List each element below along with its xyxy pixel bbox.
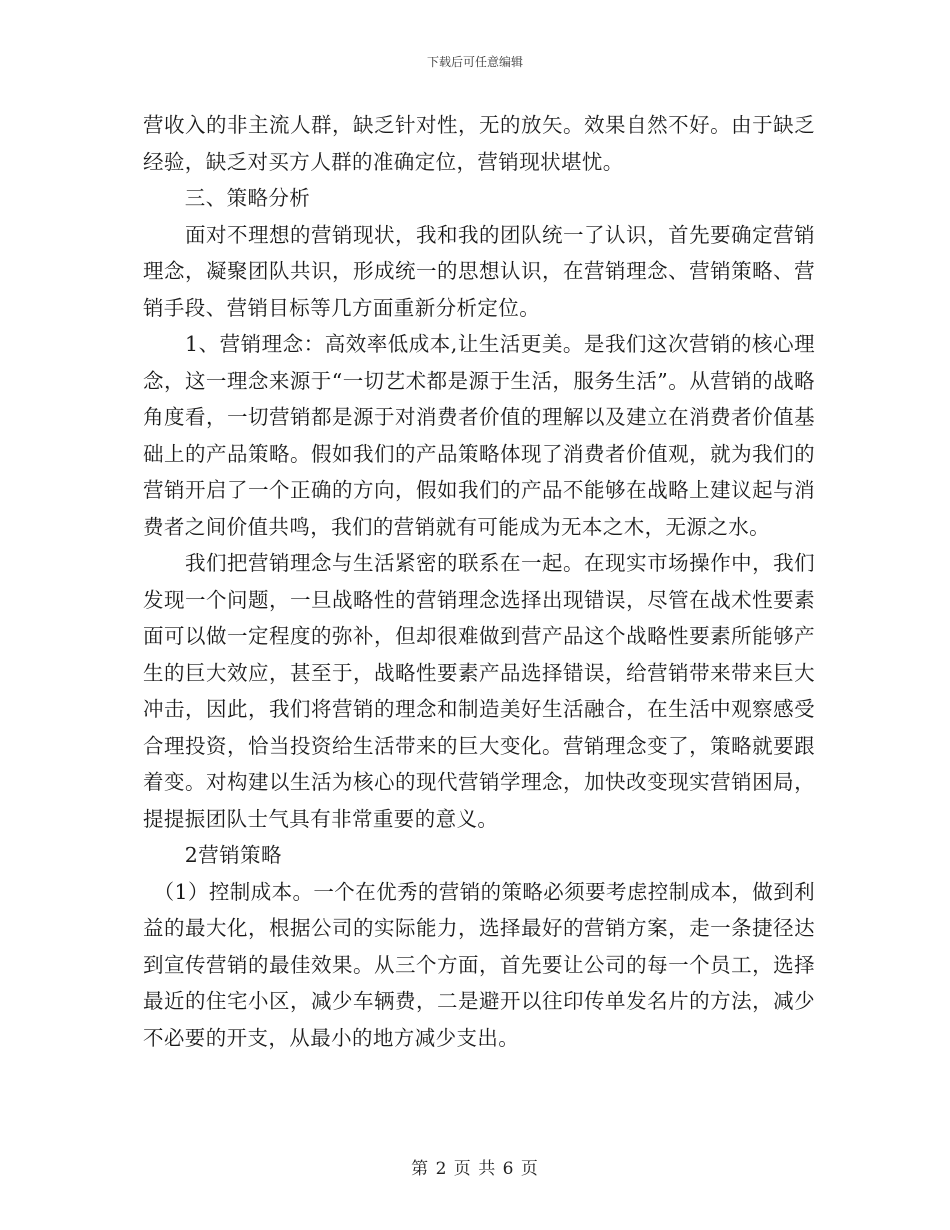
- paragraph-cost-control: （1）控制成本。一个在优秀的营销的策略必须要考虑控制成本，做到利益的最大化，根据公司的实际能力，选择最好的营销方案，走一条捷径达到宣传营销的最佳效果。从三个方面，首先要让公司的每一个员工，选择最近的住宅小区，减少车辆费，二是避开以往印传单发名片的方法，减少不必要的开支，从最小的地方减少支出。: [143, 879, 815, 1050]
- page-header: 下载后可任意编辑: [426, 55, 523, 69]
- paragraph-life-connection: 我们把营销理念与生活紧密的联系在一起。在现实市场操作中，我们发现一个问题，一旦战略性的营销理念选择出现错误，尽管在战术性要素面可以做一定程度的弥补，但却很难做到营产品这个战略性要素所能够产生的巨大效应，甚至于，战略性要素产品选择错误，给营销带来带来巨大冲击，因此，我们将营销的理念和制造美好生活融合，在生活中观察感受合理投资，恰当投资给生活带来的巨大变化。营销理念变了，策略就要跟着变。对构建以生活为核心的现代营销学理念，加快改变现实营销困局，提提振团队士气具有非常重要的意义。: [143, 551, 815, 831]
- page-footer: 第 2 页 共 6 页: [411, 1159, 539, 1179]
- paragraph-continuation: 营收入的非主流人群，缺乏针对性，无的放矢。效果自然不好。由于缺乏经验，缺乏对买方人群的准确定位，营销现状堪忧。: [143, 113, 815, 174]
- section-heading-strategy-analysis: 三、策略分析: [143, 186, 311, 210]
- paragraph-intro: 面对不理想的营销现状，我和我的团队统一了认识，首先要确定营销理念，凝聚团队共识，形成统一的思想认识，在营销理念、营销策略、营销手段、营销目标等几方面重新分析定位。: [143, 222, 815, 320]
- subheading-marketing-strategy: 2营销策略: [143, 843, 282, 867]
- paragraph-marketing-concept: 1、营销理念：高效率低成本,让生活更美。是我们这次营销的核心理念，这一理念来源于“一切艺术都是源于生活，服务生活”。从营销的战略角度看，一切营销都是源于对消费者价值的理解以及建立在消费者价值基础上的产品策略。假如我们的产品策略体现了消费者价值观，就为我们的营销开启了一个正确的方向，假如我们的产品不能够在战略上建议起与消费者之间价值共鸣，我们的营销就有可能成为无本之木，无源之水。: [143, 332, 815, 539]
- document-body: [143, 107, 815, 1056]
